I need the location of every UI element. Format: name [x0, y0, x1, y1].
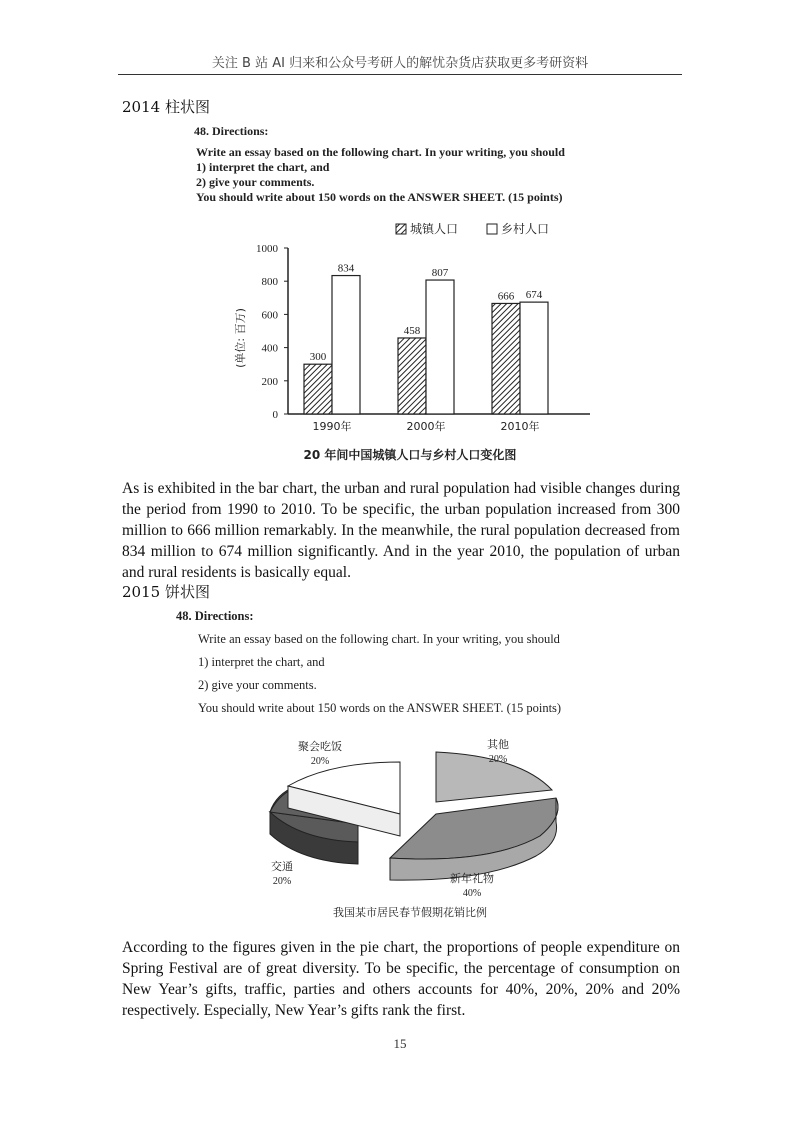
y-tick-label: 800	[261, 276, 278, 289]
y-tick-label: 200	[261, 375, 278, 388]
bar-rural	[332, 276, 360, 414]
page-number: 15	[393, 1036, 407, 1051]
y-tick-label: 400	[261, 342, 278, 355]
directions-line: You should write about 150 words on the ANSWER SHEET. (15 points)	[196, 190, 563, 204]
directions-block-1	[194, 124, 634, 205]
directions-block-2	[176, 605, 636, 720]
pie-pct-party: 20%	[310, 756, 330, 767]
x-tick-label: 2010年	[500, 420, 540, 433]
pie-label-gifts: 新年礼物	[450, 872, 494, 885]
bar-value-label: 807	[431, 267, 449, 280]
pie-pct-traffic: 20%	[272, 876, 292, 887]
pie-chart-title: 我国某市居民春节假期花销比例	[333, 906, 487, 919]
directions-line: 2) give your comments.	[198, 678, 317, 692]
bar-rural	[426, 280, 454, 414]
bar-urban	[304, 364, 332, 414]
y-tick-label: 1000	[256, 243, 278, 255]
bar-urban	[492, 303, 520, 414]
bar-chart-title: 20 年间中国城镇人口与乡村人口变化图	[303, 448, 517, 462]
x-tick-label: 1990年	[312, 420, 352, 433]
pie-label-other: 其他	[487, 738, 509, 751]
directions-line: Write an essay based on the following chart. In your writing, you should	[196, 145, 565, 159]
x-tick-label: 2000年	[406, 420, 446, 433]
pie-chart-paragraph: According to the figures given in the pie chart, the proportions of people expenditure on Spring Festival are of great diversity. To be specific, the percentage of consumption on New Year’s gifts, traffic, parties and others accounts for 40%, 20%, 20% and 20% respectively. Especially, New Year’s gifts rank the first.	[122, 939, 680, 1019]
page-header: 关注 B 站 AI 归来和公众号考研人的解忧杂货店获取更多考研资料	[211, 56, 589, 71]
pie-label-traffic: 交通	[271, 860, 293, 873]
bar-value-label: 674	[525, 289, 543, 302]
legend-label-urban: 城镇人口	[410, 222, 459, 236]
bar-value-label: 458	[403, 324, 421, 337]
bar-chart-paragraph: As is exhibited in the bar chart, the urban and rural population had visible changes during the period from 1990 to 2010. To be specific, the urban population increased from 300 million to 666 million remarkably. In the meanwhile, the rural population decreased from 834 million to 674 million significantly. And in the year 2010, the population of urban and rural residents is basically equal.	[122, 480, 680, 581]
header-divider	[118, 74, 682, 75]
directions-heading: 48. Directions:	[176, 609, 254, 623]
bar-urban	[398, 338, 426, 414]
bar-value-label: 834	[337, 262, 355, 275]
pie-label-party: 聚会吃饭	[298, 740, 342, 753]
pie-chart	[240, 732, 600, 924]
legend-swatch-rural	[487, 224, 497, 234]
directions-line: Write an essay based on the following chart. In your writing, you should	[198, 632, 560, 646]
y-tick-label: 0	[272, 409, 278, 421]
y-tick-label: 600	[261, 309, 278, 322]
bar-value-label: 666	[497, 290, 515, 303]
legend-swatch-urban	[396, 224, 406, 234]
directions-line: 1) interpret the chart, and	[196, 160, 330, 174]
legend-label-rural: 乡村人口	[501, 222, 550, 236]
bar-chart	[200, 208, 620, 468]
directions-line: You should write about 150 words on the ANSWER SHEET. (15 points)	[198, 701, 562, 715]
pie-pct-other: 20%	[488, 754, 508, 765]
section-title-bar-chart: 2014 柱状图	[122, 98, 210, 116]
directions-heading: 48. Directions:	[194, 124, 269, 138]
section-title-pie-chart: 2015 饼状图	[122, 583, 210, 601]
bar-rural	[520, 302, 548, 414]
pie-pct-gifts: 40%	[462, 888, 482, 899]
directions-line: 2) give your comments.	[196, 175, 315, 189]
bar-value-label: 300	[309, 351, 327, 364]
y-axis-label: (单位: 百万)	[234, 308, 247, 368]
directions-line: 1) interpret the chart, and	[198, 655, 325, 669]
